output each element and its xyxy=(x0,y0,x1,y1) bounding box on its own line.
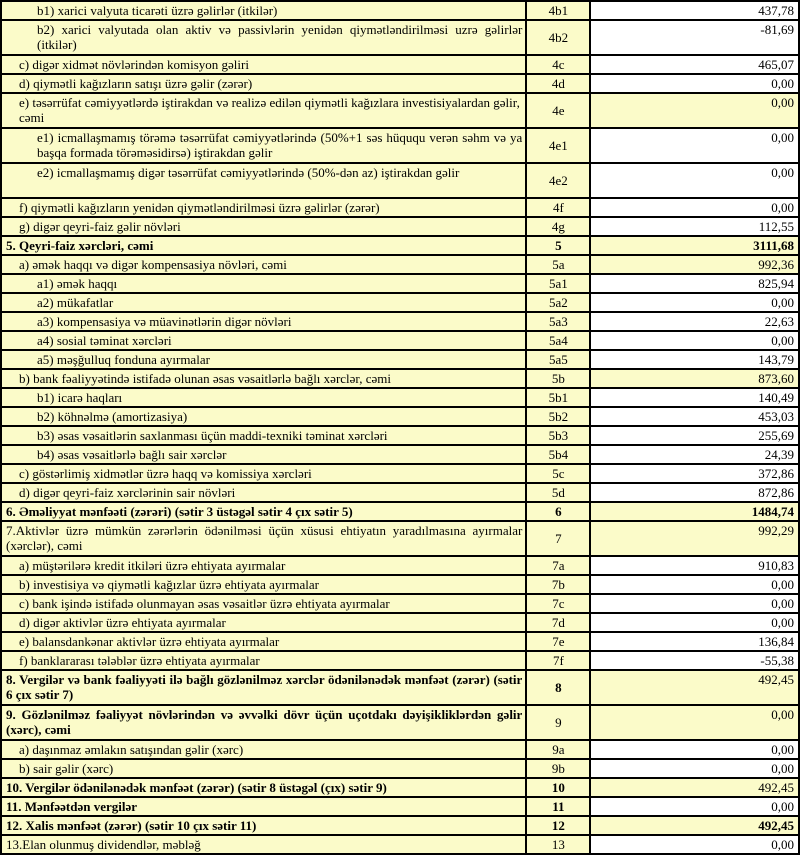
row-value: 910,83 xyxy=(590,556,799,575)
table-row xyxy=(1,1,799,20)
row-label: b1) icarə haqları xyxy=(1,388,526,407)
row-code: 4g xyxy=(526,217,590,236)
row-value: 873,60 xyxy=(590,369,799,388)
row-label: 10. Vergilər ödənilənədək mənfəət (zərər) (sətir 8 üstəgəl (çıx) sətir 9) xyxy=(1,778,526,797)
row-code: 5b3 xyxy=(526,426,590,445)
table-row xyxy=(1,93,799,128)
row-value: 0,00 xyxy=(590,331,799,350)
row-value: 24,39 xyxy=(590,445,799,464)
row-label: a3) kompensasiya və müavinətlərin digər növləri xyxy=(1,312,526,331)
table-body xyxy=(1,1,799,854)
table-row xyxy=(1,74,799,93)
row-label: e) təsərrüfat cəmiyyətlərdə iştirakdan və realizə edilən qiymətli kağızlara investisiyalardan gəlir, cəmi xyxy=(1,93,526,128)
row-value: -81,69 xyxy=(590,20,799,55)
table-row xyxy=(1,236,799,255)
table-row xyxy=(1,613,799,632)
table-row xyxy=(1,759,799,778)
row-label: a) əmək haqqı və digər kompensasiya növləri, cəmi xyxy=(1,255,526,274)
table-row xyxy=(1,556,799,575)
row-value: 0,00 xyxy=(590,575,799,594)
row-label: b) sair gəlir (xərc) xyxy=(1,759,526,778)
row-code: 5 xyxy=(526,236,590,255)
table-row xyxy=(1,464,799,483)
table-row xyxy=(1,293,799,312)
row-value: 0,00 xyxy=(590,74,799,93)
table-row xyxy=(1,198,799,217)
row-label: 5. Qeyri-faiz xərcləri, cəmi xyxy=(1,236,526,255)
table-row xyxy=(1,388,799,407)
row-value: 492,45 xyxy=(590,816,799,835)
row-code: 5d xyxy=(526,483,590,502)
table-row xyxy=(1,163,799,198)
row-code: 4b1 xyxy=(526,1,590,20)
row-label: d) digər aktivlər üzrə ehtiyata ayırmalar xyxy=(1,613,526,632)
table-row xyxy=(1,670,799,705)
table-row xyxy=(1,426,799,445)
row-label: b4) əsas vəsaitlərlə bağlı sair xərclər xyxy=(1,445,526,464)
table-row xyxy=(1,632,799,651)
table-row xyxy=(1,350,799,369)
row-label: c) digər xidmət növlərindən komisyon gəliri xyxy=(1,55,526,74)
table-row xyxy=(1,274,799,293)
row-code: 5a5 xyxy=(526,350,590,369)
row-value: 0,00 xyxy=(590,705,799,740)
row-code: 5b4 xyxy=(526,445,590,464)
row-label: 9. Gözlənilməz fəaliyyət növlərindən və əvvəlki dövr üçün uçotdakı dəyişikliklərdən gəlir (xərc), cəmi xyxy=(1,705,526,740)
table-row xyxy=(1,255,799,274)
table-row xyxy=(1,55,799,74)
table-row xyxy=(1,521,799,556)
row-value: 0,00 xyxy=(590,198,799,217)
row-label: b3) əsas vəsaitlərin saxlanması üçün maddi-texniki təminat xərcləri xyxy=(1,426,526,445)
row-value: 825,94 xyxy=(590,274,799,293)
row-label: 8. Vergilər və bank fəaliyyəti ilə bağlı gözlənilməz xərclər ödənilənədək mənfəət (zərər) (sətir 6 çıx sətir 7) xyxy=(1,670,526,705)
row-code: 7b xyxy=(526,575,590,594)
table-row xyxy=(1,797,799,816)
row-code: 7f xyxy=(526,651,590,670)
row-code: 12 xyxy=(526,816,590,835)
row-value: 465,07 xyxy=(590,55,799,74)
table-row xyxy=(1,778,799,797)
table-row xyxy=(1,816,799,835)
row-label: a4) sosial təminat xərcləri xyxy=(1,331,526,350)
row-code: 5b2 xyxy=(526,407,590,426)
row-label: 12. Xalis mənfəət (zərər) (sətir 10 çıx sətir 11) xyxy=(1,816,526,835)
row-label: f) banklararası tələblər üzrə ehtiyata ayırmalar xyxy=(1,651,526,670)
row-code: 5a3 xyxy=(526,312,590,331)
table-row xyxy=(1,445,799,464)
table-row xyxy=(1,740,799,759)
row-value: 872,86 xyxy=(590,483,799,502)
row-label: c) bank işində istifadə olunmayan əsas vəsaitlər üzrə ehtiyata ayırmalar xyxy=(1,594,526,613)
row-code: 5b1 xyxy=(526,388,590,407)
row-value: 0,00 xyxy=(590,293,799,312)
row-label: a5) məşğulluq fonduna ayırmalar xyxy=(1,350,526,369)
row-code: 7d xyxy=(526,613,590,632)
row-label: e1) icmallaşmamış törəmə təsərrüfat cəmiyyətlərində (50%+1 səs hüququ verən səhm və ya başqa formada törəməsidirsə) iştirakdan gəlir xyxy=(1,128,526,163)
row-code: 11 xyxy=(526,797,590,816)
row-value: 0,00 xyxy=(590,128,799,163)
row-code: 7a xyxy=(526,556,590,575)
table-row xyxy=(1,502,799,521)
row-code: 5a xyxy=(526,255,590,274)
table-row xyxy=(1,705,799,740)
row-code: 7 xyxy=(526,521,590,556)
row-value: 22,63 xyxy=(590,312,799,331)
row-value: 136,84 xyxy=(590,632,799,651)
row-code: 8 xyxy=(526,670,590,705)
row-label: b2) köhnəlmə (amortizasiya) xyxy=(1,407,526,426)
row-value: 0,00 xyxy=(590,797,799,816)
row-label: b) bank fəaliyyətində istifadə olunan əsas vəsaitlərlə bağlı xərclər, cəmi xyxy=(1,369,526,388)
table-row xyxy=(1,407,799,426)
row-code: 10 xyxy=(526,778,590,797)
row-code: 5a4 xyxy=(526,331,590,350)
row-code: 9b xyxy=(526,759,590,778)
row-value: 372,86 xyxy=(590,464,799,483)
row-code: 9 xyxy=(526,705,590,740)
row-label: b1) xarici valyuta ticarəti üzrə gəlirlər (itkilər) xyxy=(1,1,526,20)
row-code: 4d xyxy=(526,74,590,93)
row-value: -55,38 xyxy=(590,651,799,670)
row-value: 0,00 xyxy=(590,594,799,613)
table-row xyxy=(1,331,799,350)
row-code: 5a2 xyxy=(526,293,590,312)
table-row xyxy=(1,312,799,331)
row-code: 4b2 xyxy=(526,20,590,55)
row-code: 7e xyxy=(526,632,590,651)
row-code: 4f xyxy=(526,198,590,217)
row-label: f) qiymətli kağızların yenidən qiymətləndirilməsi üzrə gəlirlər (zərər) xyxy=(1,198,526,217)
row-value: 0,00 xyxy=(590,613,799,632)
row-code: 6 xyxy=(526,502,590,521)
row-code: 5b xyxy=(526,369,590,388)
row-value: 992,29 xyxy=(590,521,799,556)
row-value: 1484,74 xyxy=(590,502,799,521)
row-label: d) qiymətli kağızların satışı üzrə gəlir (zərər) xyxy=(1,74,526,93)
row-label: a) müştərilərə kredit itkiləri üzrə ehtiyata ayırmalar xyxy=(1,556,526,575)
table-row xyxy=(1,483,799,502)
row-value: 437,78 xyxy=(590,1,799,20)
row-label: 13.Elan olunmuş dividendlər, məbləğ xyxy=(1,835,526,854)
row-label: 7.Aktivlər üzrə mümkün zərərlərin ödənilməsi üçün xüsusi ehtiyatın yaradılmasına ayırmalar (xərclər), cəmi xyxy=(1,521,526,556)
row-value: 3111,68 xyxy=(590,236,799,255)
row-code: 4e xyxy=(526,93,590,128)
row-code: 4e1 xyxy=(526,128,590,163)
row-label: g) digər qeyri-faiz gəlir növləri xyxy=(1,217,526,236)
row-value: 492,45 xyxy=(590,670,799,705)
row-code: 5c xyxy=(526,464,590,483)
row-value: 0,00 xyxy=(590,93,799,128)
table-row xyxy=(1,20,799,55)
table-row xyxy=(1,835,799,854)
row-label: d) digər qeyri-faiz xərclərinin sair növləri xyxy=(1,483,526,502)
row-value: 0,00 xyxy=(590,759,799,778)
table-row xyxy=(1,594,799,613)
row-label: e2) icmallaşmamış digər təsərrüfat cəmiyyətlərində (50%-dən az) iştirakdan gəlir xyxy=(1,163,526,198)
row-label: 11. Mənfəətdən vergilər xyxy=(1,797,526,816)
row-value: 255,69 xyxy=(590,426,799,445)
row-code: 4e2 xyxy=(526,163,590,198)
row-code: 13 xyxy=(526,835,590,854)
row-value: 992,36 xyxy=(590,255,799,274)
row-value: 453,03 xyxy=(590,407,799,426)
row-value: 0,00 xyxy=(590,835,799,854)
row-value: 492,45 xyxy=(590,778,799,797)
row-label: c) göstərlimiş xidmətlər üzrə haqq və komissiya xərcləri xyxy=(1,464,526,483)
table-row xyxy=(1,575,799,594)
row-value: 143,79 xyxy=(590,350,799,369)
table-row xyxy=(1,651,799,670)
row-label: e) balansdankənar aktivlər üzrə ehtiyata ayırmalar xyxy=(1,632,526,651)
row-value: 112,55 xyxy=(590,217,799,236)
row-code: 7c xyxy=(526,594,590,613)
row-code: 5a1 xyxy=(526,274,590,293)
table-row xyxy=(1,128,799,163)
table-row xyxy=(1,369,799,388)
row-code: 9a xyxy=(526,740,590,759)
row-label: a1) əmək haqqı xyxy=(1,274,526,293)
row-label: a2) mükafatlar xyxy=(1,293,526,312)
row-code: 4c xyxy=(526,55,590,74)
row-label: 6. Əməliyyat mənfəəti (zərəri) (sətir 3 üstəgəl sətir 4 çıx sətir 5) xyxy=(1,502,526,521)
row-label: b) investisiya və qiymətli kağızlar üzrə ehtiyata ayırmalar xyxy=(1,575,526,594)
row-value: 0,00 xyxy=(590,740,799,759)
row-value: 140,49 xyxy=(590,388,799,407)
row-label: a) daşınmaz əmlakın satışından gəlir (xərc) xyxy=(1,740,526,759)
table-row xyxy=(1,217,799,236)
row-value: 0,00 xyxy=(590,163,799,198)
row-label: b2) xarici valyutada olan aktiv və passivlərin yenidən qiymətləndirilməsi uzrə gəlirlər (itkilər) xyxy=(1,20,526,55)
